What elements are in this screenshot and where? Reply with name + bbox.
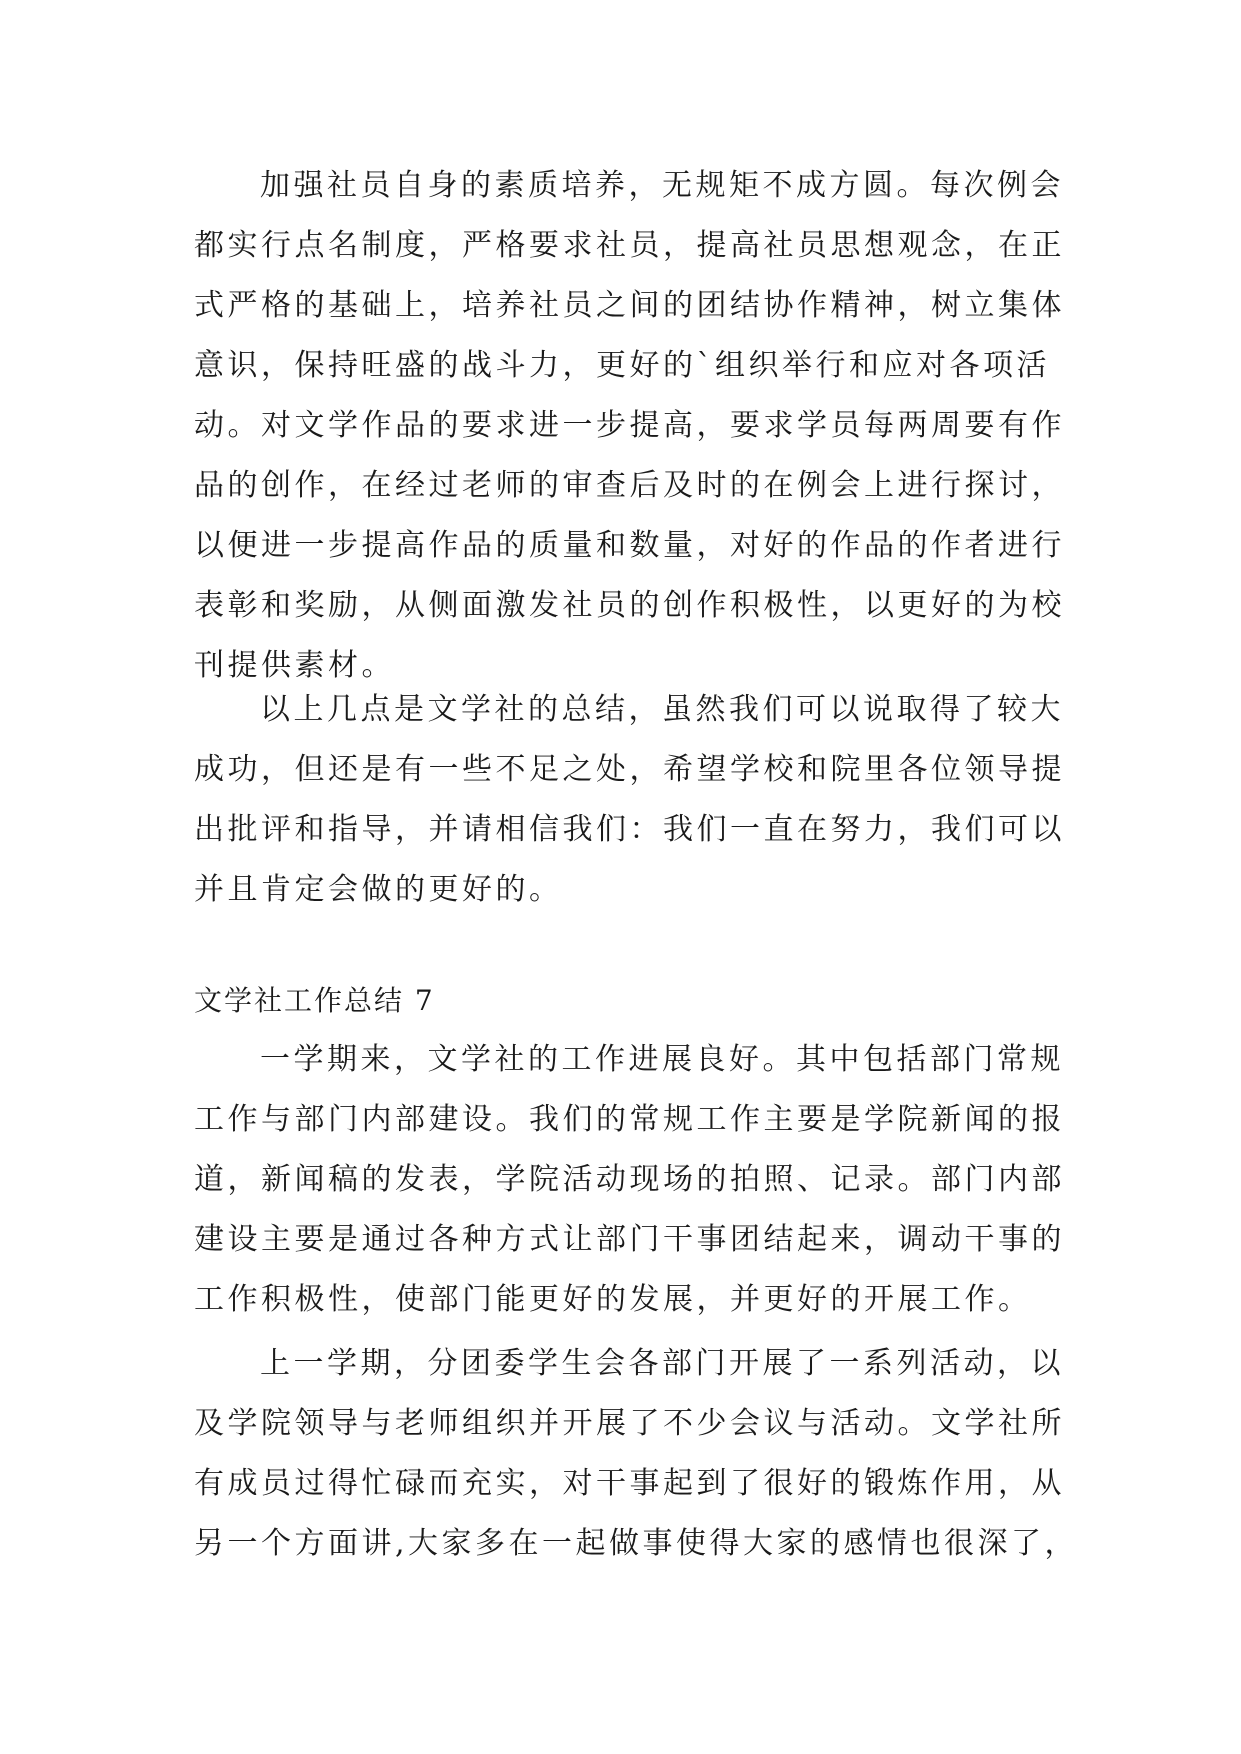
paragraph-semester-work [194, 1030, 1065, 1330]
paragraph-line: 工作积极性，使部门能更好的发展，并更好的开展工作。 [194, 1282, 1032, 1317]
paragraph-line: 刊提供素材。 [194, 648, 395, 683]
section-heading: 文学社工作总结 7 [194, 984, 435, 1017]
paragraph-summary-conclusion [194, 680, 1065, 920]
paragraph-line: 都实行点名制度，严格要求社员，提高社员思想观念，在正 [194, 228, 1065, 263]
paragraph-line: 并且肯定会做的更好的。 [194, 872, 563, 907]
paragraph-line: 表彰和奖励，从侧面激发社员的创作积极性，以更好的为校 [194, 588, 1065, 623]
paragraph-line: 动。对文学作品的要求进一步提高，要求学员每两周要有作 [194, 408, 1065, 443]
paragraph-line: 一学期来，文学社的工作进展良好。其中包括部门常规 [260, 1042, 1064, 1077]
paragraph-line: 品的创作，在经过老师的审查后及时的在例会上进行探讨， [194, 468, 1065, 503]
paragraph-last-semester [194, 1334, 1079, 1574]
paragraph-line: 另一个方面讲,大家多在一起做事使得大家的感情也很深了， [194, 1526, 1079, 1561]
paragraph-line: 工作与部门内部建设。我们的常规工作主要是学院新闻的报 [194, 1102, 1065, 1137]
paragraph-line: 建设主要是通过各种方式让部门干事团结起来，调动干事的 [194, 1222, 1065, 1257]
paragraph-line: 道，新闻稿的发表，学院活动现场的拍照、记录。部门内部 [194, 1162, 1065, 1197]
paragraph-quality-training [194, 156, 1065, 696]
paragraph-line: 及学院领导与老师组织并开展了不少会议与活动。文学社所 [194, 1406, 1065, 1441]
paragraph-line: 成功，但还是有一些不足之处，希望学校和院里各位领导提 [194, 752, 1065, 787]
paragraph-line: 以上几点是文学社的总结，虽然我们可以说取得了较大 [260, 692, 1064, 727]
paragraph-line: 式严格的基础上，培养社员之间的团结协作精神，树立集体 [194, 288, 1065, 323]
paragraph-line: 意识，保持旺盛的战斗力，更好的`组织举行和应对各项活 [194, 348, 1050, 383]
paragraph-line: 出批评和指导，并请相信我们：我们一直在努力，我们可以 [194, 812, 1065, 847]
paragraph-line: 上一学期，分团委学生会各部门开展了一系列活动，以 [260, 1346, 1064, 1381]
paragraph-line: 加强社员自身的素质培养，无规矩不成方圆。每次例会 [260, 168, 1064, 203]
paragraph-line: 以便进一步提高作品的质量和数量，对好的作品的作者进行 [194, 528, 1065, 563]
paragraph-line: 有成员过得忙碌而充实，对干事起到了很好的锻炼作用，从 [194, 1466, 1065, 1501]
